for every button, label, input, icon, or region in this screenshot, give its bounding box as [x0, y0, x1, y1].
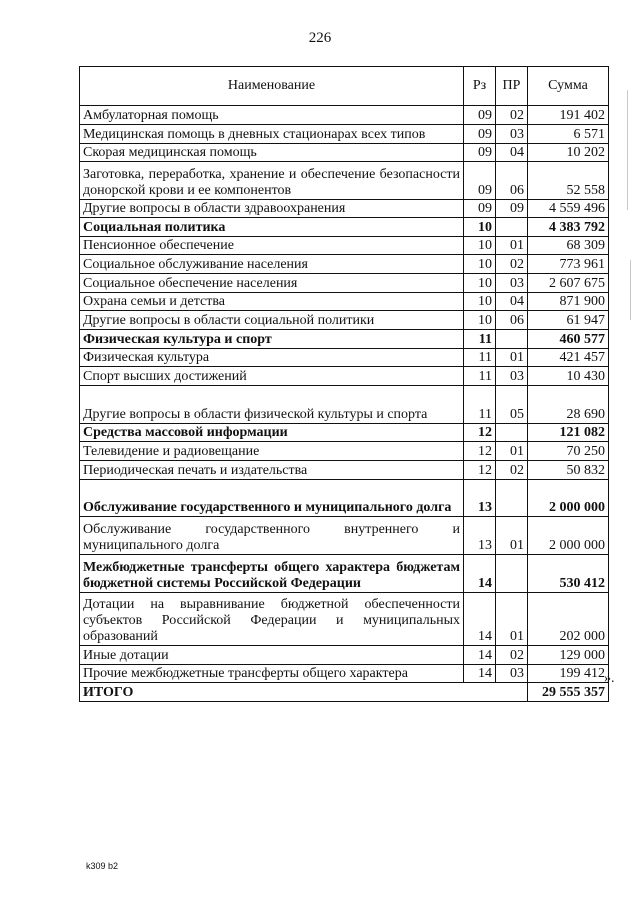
row-rz: 10 — [464, 274, 496, 293]
row-name: Социальное обеспечение населения — [80, 274, 464, 293]
row-sum: 10 202 — [528, 144, 609, 162]
table-row — [80, 367, 609, 386]
row-sum: 129 000 — [528, 646, 609, 665]
row-name: Другие вопросы в области здравоохранения — [80, 200, 464, 218]
row-pr — [496, 555, 528, 593]
row-name: Другие вопросы в области социальной политики — [80, 311, 464, 330]
row-name: Социальное обслуживание населения — [80, 255, 464, 274]
row-name: Межбюджетные трансферты общего характера бюджетам бюджетной системы Российской Федерации — [80, 555, 464, 593]
row-rz: 12 — [464, 442, 496, 461]
row-rz: 13 — [464, 480, 496, 517]
row-pr: 01 — [496, 237, 528, 255]
row-name: Амбулаторная помощь — [80, 106, 464, 125]
row-sum: 68 309 — [528, 237, 609, 255]
row-sum: 70 250 — [528, 442, 609, 461]
table-row — [80, 274, 609, 293]
row-pr: 02 — [496, 255, 528, 274]
row-sum: 121 082 — [528, 424, 609, 442]
row-sum: 10 430 — [528, 367, 609, 386]
section-row — [80, 480, 609, 517]
table-row — [80, 200, 609, 218]
row-pr: 03 — [496, 125, 528, 144]
row-sum: 871 900 — [528, 293, 609, 311]
row-name: Социальная политика — [80, 218, 464, 237]
row-pr: 03 — [496, 665, 528, 683]
row-pr: 03 — [496, 274, 528, 293]
row-sum: 199 412 — [528, 665, 609, 683]
table-row — [80, 255, 609, 274]
section-row — [80, 330, 609, 349]
row-rz: 11 — [464, 349, 496, 367]
row-name: Средства массовой информации — [80, 424, 464, 442]
row-name: Обслуживание государственного и муниципального долга — [80, 480, 464, 517]
row-sum: 460 577 — [528, 330, 609, 349]
table-row — [80, 646, 609, 665]
row-rz: 12 — [464, 424, 496, 442]
row-pr: 04 — [496, 293, 528, 311]
row-rz: 10 — [464, 255, 496, 274]
row-name: Периодическая печать и издательства — [80, 461, 464, 480]
row-rz: 10 — [464, 237, 496, 255]
row-sum: 6 571 — [528, 125, 609, 144]
table-row — [80, 517, 609, 555]
row-pr: 01 — [496, 517, 528, 555]
row-pr — [496, 480, 528, 517]
row-name: Телевидение и радиовещание — [80, 442, 464, 461]
total-label: ИТОГО — [80, 683, 528, 702]
row-sum: 52 558 — [528, 162, 609, 200]
row-rz: 09 — [464, 125, 496, 144]
total-sum: 29 555 357 — [528, 683, 609, 702]
row-pr: 05 — [496, 386, 528, 424]
row-pr — [496, 218, 528, 237]
table-row — [80, 461, 609, 480]
row-pr: 09 — [496, 200, 528, 218]
row-sum: 421 457 — [528, 349, 609, 367]
row-rz: 10 — [464, 218, 496, 237]
row-pr — [496, 330, 528, 349]
row-rz: 11 — [464, 386, 496, 424]
header-sum: Сумма — [528, 67, 609, 106]
table-row — [80, 386, 609, 424]
scan-edge-mark — [630, 260, 631, 320]
row-rz: 14 — [464, 665, 496, 683]
row-sum: 773 961 — [528, 255, 609, 274]
scan-edge-mark — [627, 90, 628, 210]
table-row — [80, 125, 609, 144]
row-rz: 09 — [464, 144, 496, 162]
row-name: Другие вопросы в области физической культуры и спорта — [80, 386, 464, 424]
row-name: Иные дотации — [80, 646, 464, 665]
page-number: 226 — [308, 30, 332, 46]
row-name: Физическая культура и спорт — [80, 330, 464, 349]
row-sum: 4 559 496 — [528, 200, 609, 218]
row-rz: 13 — [464, 517, 496, 555]
table-row — [80, 162, 609, 200]
row-rz: 09 — [464, 106, 496, 125]
row-name: Дотации на выравнивание бюджетной обеспеченности субъектов Российской Федерации и муниципальных образований — [80, 593, 464, 646]
header-pr: ПР — [496, 67, 528, 106]
row-rz: 14 — [464, 555, 496, 593]
row-pr: 06 — [496, 162, 528, 200]
table-row — [80, 311, 609, 330]
row-pr: 01 — [496, 593, 528, 646]
row-pr: 01 — [496, 442, 528, 461]
row-sum: 202 000 — [528, 593, 609, 646]
row-rz: 10 — [464, 293, 496, 311]
table-row — [80, 349, 609, 367]
table-header — [80, 67, 609, 106]
row-rz: 11 — [464, 367, 496, 386]
row-name: Пенсионное обеспечение — [80, 237, 464, 255]
row-pr: 06 — [496, 311, 528, 330]
table-row — [80, 106, 609, 125]
section-row — [80, 555, 609, 593]
row-name: Физическая культура — [80, 349, 464, 367]
row-name: Обслуживание государственного внутреннего и муниципального долга — [80, 517, 464, 555]
table-row — [80, 665, 609, 683]
row-name: Скорая медицинская помощь — [80, 144, 464, 162]
row-rz: 14 — [464, 593, 496, 646]
total-row — [80, 683, 609, 702]
table-row — [80, 144, 609, 162]
row-pr: 02 — [496, 461, 528, 480]
row-name: Прочие межбюджетные трансферты общего характера — [80, 665, 464, 683]
row-rz: 14 — [464, 646, 496, 665]
row-sum: 61 947 — [528, 311, 609, 330]
table-row — [80, 593, 609, 646]
row-rz: 09 — [464, 200, 496, 218]
table-row — [80, 442, 609, 461]
table-body — [80, 106, 609, 702]
row-pr: 02 — [496, 646, 528, 665]
row-pr: 03 — [496, 367, 528, 386]
header-rz: Рз — [464, 67, 496, 106]
row-rz: 09 — [464, 162, 496, 200]
table-row — [80, 237, 609, 255]
row-pr: 02 — [496, 106, 528, 125]
row-pr — [496, 424, 528, 442]
row-name: Заготовка, переработка, хранение и обеспечение безопасности донорской крови и ее компонентов — [80, 162, 464, 200]
row-pr: 01 — [496, 349, 528, 367]
section-row — [80, 218, 609, 237]
row-sum: 4 383 792 — [528, 218, 609, 237]
row-name: Спорт высших достижений — [80, 367, 464, 386]
row-sum: 2 607 675 — [528, 274, 609, 293]
header-name: Наименование — [80, 67, 464, 106]
row-pr: 04 — [496, 144, 528, 162]
row-rz: 11 — [464, 330, 496, 349]
row-sum: 28 690 — [528, 386, 609, 424]
row-sum: 2 000 000 — [528, 480, 609, 517]
row-sum: 191 402 — [528, 106, 609, 125]
row-rz: 10 — [464, 311, 496, 330]
row-name: Охрана семьи и детства — [80, 293, 464, 311]
row-rz: 12 — [464, 461, 496, 480]
section-row — [80, 424, 609, 442]
row-name: Медицинская помощь в дневных стационарах всех типов — [80, 125, 464, 144]
row-sum: 530 412 — [528, 555, 609, 593]
closing-quote-mark: ». — [604, 671, 615, 686]
row-sum: 50 832 — [528, 461, 609, 480]
row-sum: 2 000 000 — [528, 517, 609, 555]
table-row — [80, 293, 609, 311]
budget-table — [79, 66, 609, 702]
footer-code: k309 b2 — [86, 861, 119, 871]
